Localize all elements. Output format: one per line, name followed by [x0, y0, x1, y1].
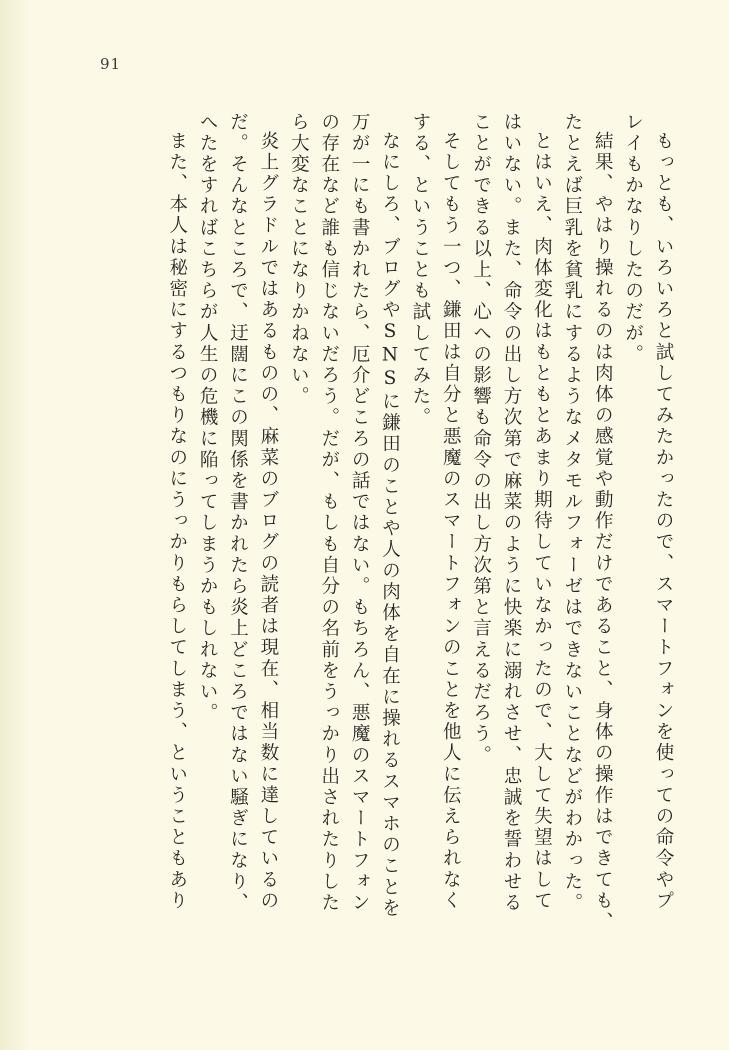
text-column: また、本人は秘密にするつもりなのにうっかりもらしてしまう、ということもあり [166, 131, 188, 912]
text-column: へたをすればこちらが人生の危機に陥ってしまうかもしれない。 [197, 112, 219, 724]
text-column: レイもかなりしたのだが。 [622, 112, 644, 366]
text-column: ことができる以上、心への影響も命令の出し方次第と言えるだろう。 [470, 112, 492, 767]
text-column: そしてもう一つ、鎌田は自分と悪魔のスマートフォンのことを他人に伝えられなく [440, 131, 462, 912]
text-column: だ。そんなところで、迂闊にこの関係を書かれたら炎上どころではない騒ぎになり、 [227, 112, 249, 914]
text-column: たとえば巨乳を貧乳にするようなメタモルフォーゼはできないことなどがわかった。 [561, 112, 583, 914]
vertical-text-block [62, 112, 672, 992]
page-gutter-shading [0, 0, 30, 1050]
text-column: する、ということも試してみた。 [409, 112, 431, 429]
text-column: とはいえ、肉体変化はもともとあまり期待していなかったので、大して失望はして [531, 131, 553, 912]
text-column: ら大変なことになりかねない。 [288, 112, 310, 408]
text-column: の存在など誰も信じないだろう。だが、もしも自分の名前をうっかり出されたりした [318, 112, 340, 914]
text-column: はいない。また、命令の出し方次第で麻菜のように快楽に溺れさせ、忠誠を誓わせる [501, 112, 523, 914]
text-column: もっとも、いろいろと試してみたかったので、スマートフォンを使っての命令やプ [653, 131, 674, 912]
text-column: なにしろ、ブログやSNSに鎌田のことや人の肉体を自在に操れるスマホのことを [379, 131, 401, 920]
text-column: 炎上グラドルではあるものの、麻菜のブログの読者は現在、相当数に達しているの [257, 131, 279, 912]
page-number: 91 [100, 55, 122, 73]
text-column: 結果、やはり操れるのは肉体の感覚や動作だけであること、身体の操作はできても、 [592, 131, 614, 933]
text-column: 万が一にも書かれたら、厄介どころの話ではない。もちろん、悪魔のスマートフォン [349, 112, 371, 914]
